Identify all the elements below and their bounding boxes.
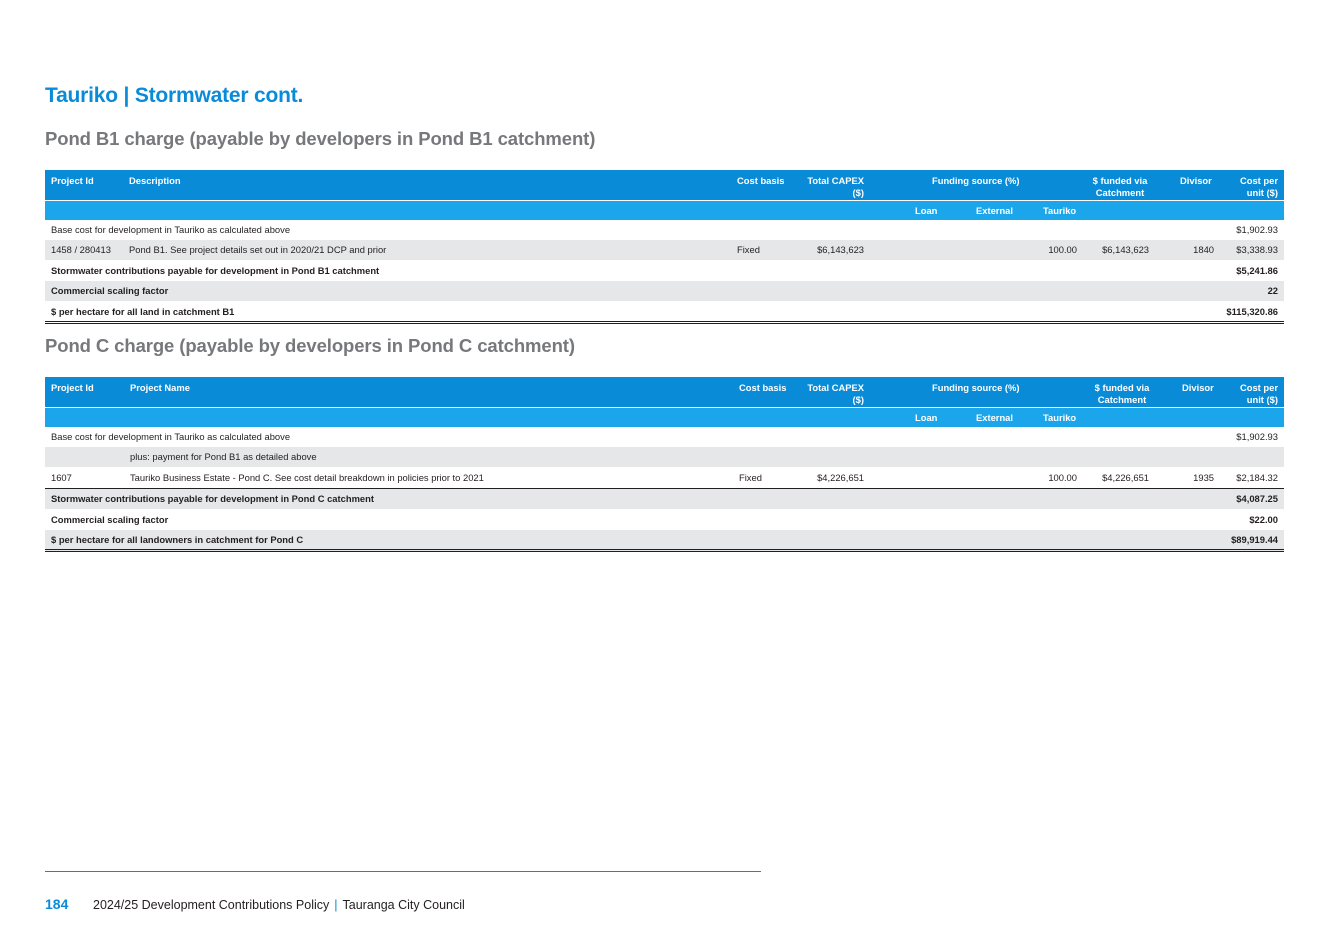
page-title: Tauriko | Stormwater cont. xyxy=(45,84,304,107)
table-subheader-row xyxy=(45,201,1284,220)
table-header-row xyxy=(45,377,1284,407)
table-row: Base cost for development in Tauriko as calculated above $1,902.93 xyxy=(45,427,1284,447)
table-header-row xyxy=(45,170,1284,200)
table-row: Stormwater contributions payable for development in Pond B1 catchment $5,241.86 xyxy=(45,261,1284,281)
pond-b1-table xyxy=(45,170,1284,324)
col-project-id: Project Id xyxy=(51,382,94,393)
col-tauriko: Tauriko xyxy=(1043,412,1077,423)
footer-organisation: Tauranga City Council xyxy=(342,898,465,912)
col-divisor: Divisor xyxy=(1182,382,1214,393)
col-description: Description xyxy=(129,175,181,186)
pond-c-heading: Pond C charge (payable by developers in Pond C catchment) xyxy=(45,335,575,356)
col-divisor: Divisor xyxy=(1180,175,1212,186)
table-row: $ per hectare for all land in catchment B1 $115,320.86 xyxy=(45,302,1284,324)
col-cost-per-unit: Cost per unit ($) xyxy=(1239,175,1278,198)
col-total-capex: Total CAPEX ($) xyxy=(807,382,864,405)
table-row: Commercial scaling factor 22 xyxy=(45,281,1284,301)
pond-b1-heading: Pond B1 charge (payable by developers in Pond B1 catchment) xyxy=(45,128,596,149)
table-row: $ per hectare for all landowners in catchment for Pond C $89,919.44 xyxy=(45,530,1284,552)
col-external: External xyxy=(976,205,1013,216)
page-number: 184 xyxy=(45,896,69,912)
table-row: Stormwater contributions payable for development in Pond C catchment $4,087.25 xyxy=(45,488,1284,509)
footer-separator: | xyxy=(334,898,338,912)
pond-c-table xyxy=(45,377,1284,552)
table-row: plus: payment for Pond B1 as detailed above xyxy=(45,447,1284,467)
footer-doc-title: 2024/25 Development Contributions Policy xyxy=(93,898,330,912)
col-loan: Loan xyxy=(915,205,938,216)
col-tauriko: Tauriko xyxy=(1043,205,1077,216)
col-project-name: Project Name xyxy=(130,382,190,393)
col-cost-basis: Cost basis xyxy=(737,175,785,186)
col-cost-basis: Cost basis xyxy=(739,382,787,393)
table-row: 1458 / 280413 Pond B1. See project details set out in 2020/21 DCP and prior Fixed $6,143,623 100.00 $6,143,623 1840 $3,338.93 xyxy=(45,240,1284,260)
col-funding-source: Funding source (%) xyxy=(932,175,1020,186)
col-funded-via: $ funded via Catchment xyxy=(1094,382,1150,405)
col-external: External xyxy=(976,412,1013,423)
footer-text xyxy=(93,898,465,912)
col-cost-per-unit: Cost per unit ($) xyxy=(1239,382,1278,405)
col-funded-via: $ funded via Catchment xyxy=(1092,175,1148,198)
col-project-id: Project Id xyxy=(51,175,94,186)
table-row: Base cost for development in Tauriko as calculated above $1,902.93 xyxy=(45,220,1284,240)
col-funding-source: Funding source (%) xyxy=(932,382,1020,393)
table-subheader-row xyxy=(45,408,1284,427)
table-row: Commercial scaling factor $22.00 xyxy=(45,510,1284,530)
table-row: 1607 Tauriko Business Estate - Pond C. See cost detail breakdown in policies prior to 2021 Fixed $4,226,651 100.00 $4,226,651 1935 $2,184.32 xyxy=(45,468,1284,488)
col-total-capex: Total CAPEX ($) xyxy=(807,175,864,198)
col-loan: Loan xyxy=(915,412,938,423)
footer-divider xyxy=(45,871,761,872)
